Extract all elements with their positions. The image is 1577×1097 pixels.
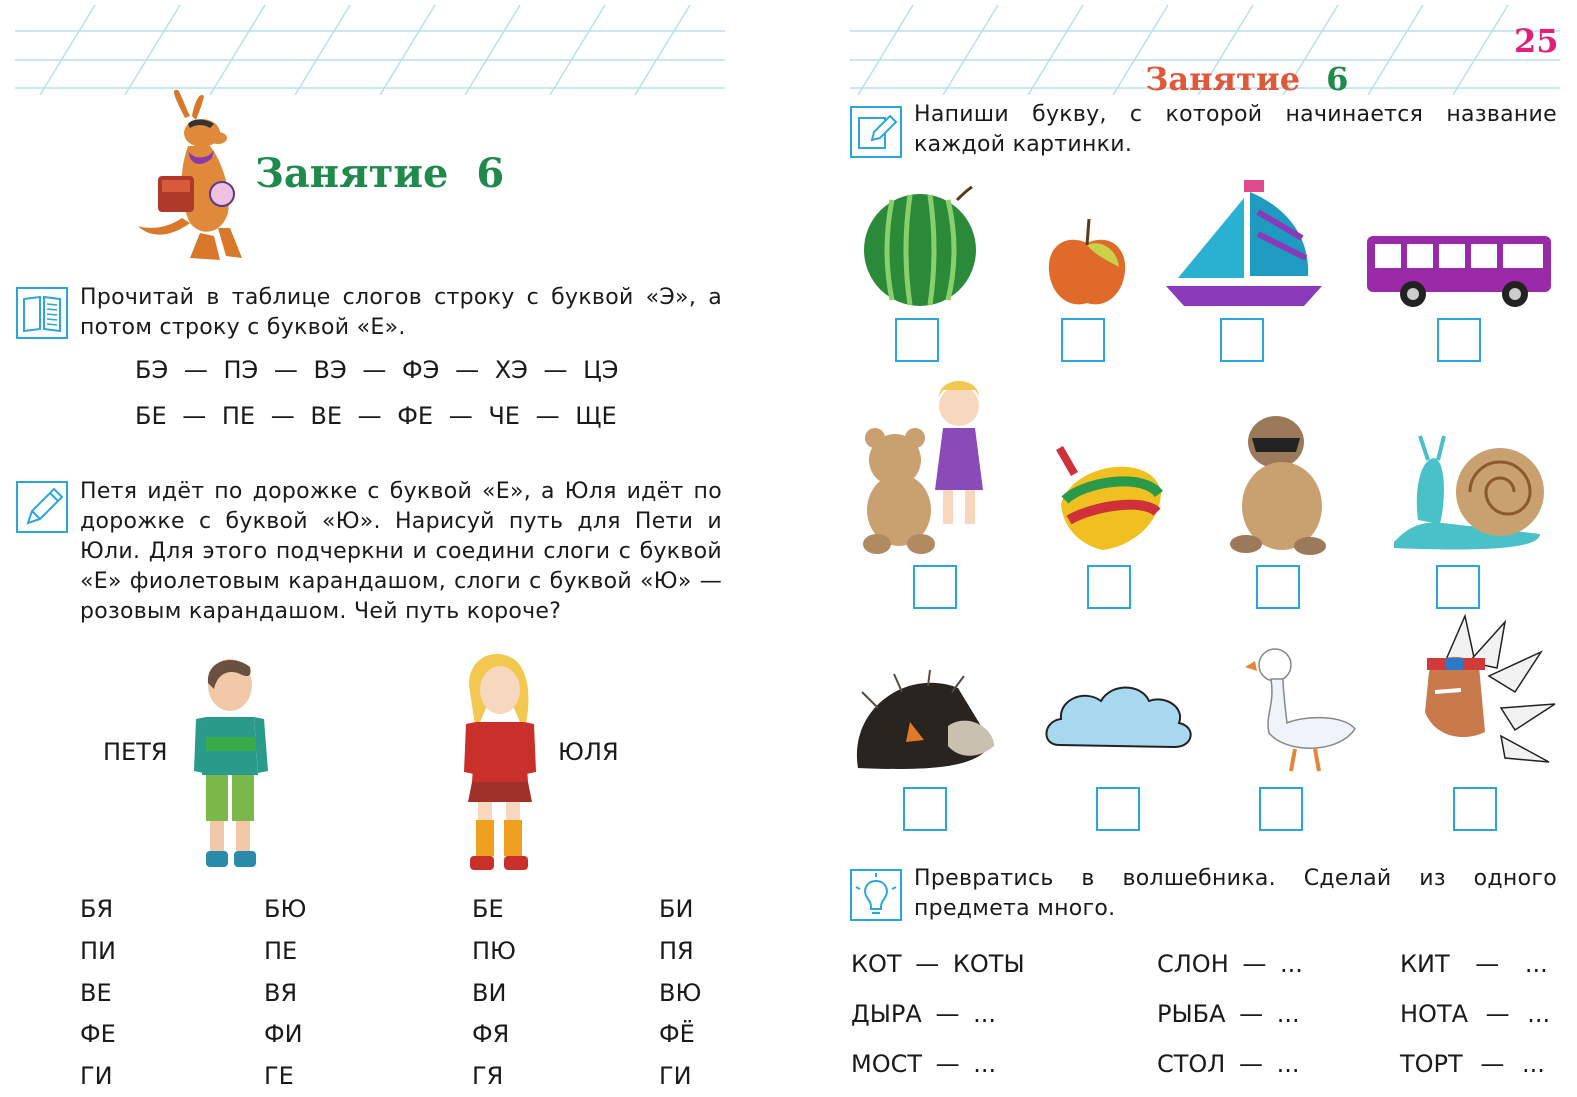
syllable-cell: ВЕ	[80, 979, 112, 1007]
yulia-label: ЮЛЯ	[558, 738, 619, 766]
bus-picture	[1365, 232, 1555, 310]
syllable-cell: ГИ	[80, 1062, 113, 1090]
syllable-cell: БЯ	[80, 895, 114, 923]
answer-box[interactable]	[1256, 565, 1300, 609]
watermelon-picture	[862, 185, 982, 310]
syllable-cell: ФЯ	[472, 1020, 510, 1048]
syllable-cell: ФЕ	[80, 1020, 116, 1048]
task3-text: Напиши букву, с которой начинается название каждой картинки.	[914, 102, 1557, 157]
page-number: 25	[1514, 22, 1559, 60]
answer-box[interactable]	[903, 787, 947, 831]
indian-chief-picture	[1405, 612, 1560, 777]
book-icon	[16, 287, 68, 339]
answer-box[interactable]	[1259, 787, 1303, 831]
answer-box[interactable]	[1061, 318, 1105, 362]
boy-illustration	[192, 655, 272, 875]
syllable-cell: ПЯ	[659, 937, 694, 965]
answer-box[interactable]	[1437, 318, 1481, 362]
syllable-cell: ВЯ	[264, 979, 298, 1007]
syllable-cell: ПИ	[80, 937, 116, 965]
answer-box[interactable]	[1220, 318, 1264, 362]
syllable-cell: ВИ	[472, 979, 507, 1007]
word-item: НОТА — ...	[1400, 1000, 1551, 1028]
answer-box[interactable]	[913, 565, 957, 609]
cloud-picture	[1045, 685, 1193, 753]
task1-text: Прочитай в таблице слогов строку с буквой «Э», а потом строку с буквой «Е».	[80, 285, 722, 340]
pencil-icon	[16, 481, 68, 533]
pencil-icon	[850, 106, 902, 158]
task2-text: Петя идёт по дорожке с буквой «Е», а Юля идёт по дорожке с буквой «Ю». Нарисуй путь для Пети и Юли. Для этого подчеркни и соедини слоги с буквой «Е» фиолетовым карандашом, слоги с буквой «Ю» — розовым карандашом. Чей путь короче?	[80, 479, 722, 624]
answer-box[interactable]	[1436, 565, 1480, 609]
word-item: РЫБА — ...	[1157, 1000, 1300, 1028]
answer-box[interactable]	[1096, 787, 1140, 831]
kangaroo-mascot	[130, 88, 250, 268]
task4-text: Превратись в волшебника. Сделай из одного предмета много.	[914, 866, 1557, 921]
word-item: ДЫРА — ...	[851, 1000, 996, 1028]
syllable-cell: БЮ	[264, 895, 307, 923]
syllable-cell: БИ	[659, 895, 694, 923]
raccoon-picture	[1226, 408, 1336, 558]
answer-box[interactable]	[1453, 787, 1497, 831]
syllable-cell: БЕ	[472, 895, 504, 923]
answer-box[interactable]	[895, 318, 939, 362]
spinning-top-picture	[1053, 442, 1168, 557]
apple-picture	[1045, 215, 1129, 310]
syllable-cell: ПЮ	[472, 937, 516, 965]
syllable-cell: ФИ	[264, 1020, 303, 1048]
header-title	[1123, 22, 1348, 98]
lightbulb-icon	[850, 869, 902, 921]
word-item: МОСТ — ...	[851, 1050, 997, 1078]
syllable-row-e-soft: БЕ — ПЕ — ВЕ — ФЕ — ЧЕ — ЩЕ	[135, 402, 617, 430]
header-word: Занятие	[1145, 60, 1301, 98]
syllable-cell: ГЕ	[264, 1062, 294, 1090]
hedgehog-picture	[848, 668, 998, 776]
word-item: СТОЛ — ...	[1157, 1050, 1300, 1078]
word-item: СЛОН — ...	[1157, 950, 1303, 978]
word-item: КИТ — ...	[1400, 950, 1548, 978]
syllable-row-e-hard: БЭ — ПЭ — ВЭ — ФЭ — ХЭ — ЦЭ	[135, 356, 619, 384]
syllable-cell: ГЯ	[472, 1062, 504, 1090]
girl-illustration	[460, 652, 540, 874]
snail-picture	[1390, 430, 1555, 555]
word-item: ТОРТ — ...	[1400, 1050, 1545, 1078]
word-item: КОТ — КОТЫ	[851, 950, 1025, 978]
syllable-cell: ВЮ	[659, 979, 702, 1007]
sailboat-picture	[1162, 178, 1332, 308]
syllable-cell: ПЕ	[264, 937, 298, 965]
answer-box[interactable]	[1087, 565, 1131, 609]
syllable-cell: ГИ	[659, 1062, 692, 1090]
lesson-title: Занятие 6	[255, 150, 505, 197]
header-number: 6	[1326, 60, 1349, 98]
teddy-bear-and-doll-picture	[855, 372, 1015, 557]
petya-label: ПЕТЯ	[103, 738, 168, 766]
syllable-cell: ФЁ	[659, 1020, 695, 1048]
goose-picture	[1245, 645, 1360, 775]
header-lines-left	[0, 0, 730, 95]
